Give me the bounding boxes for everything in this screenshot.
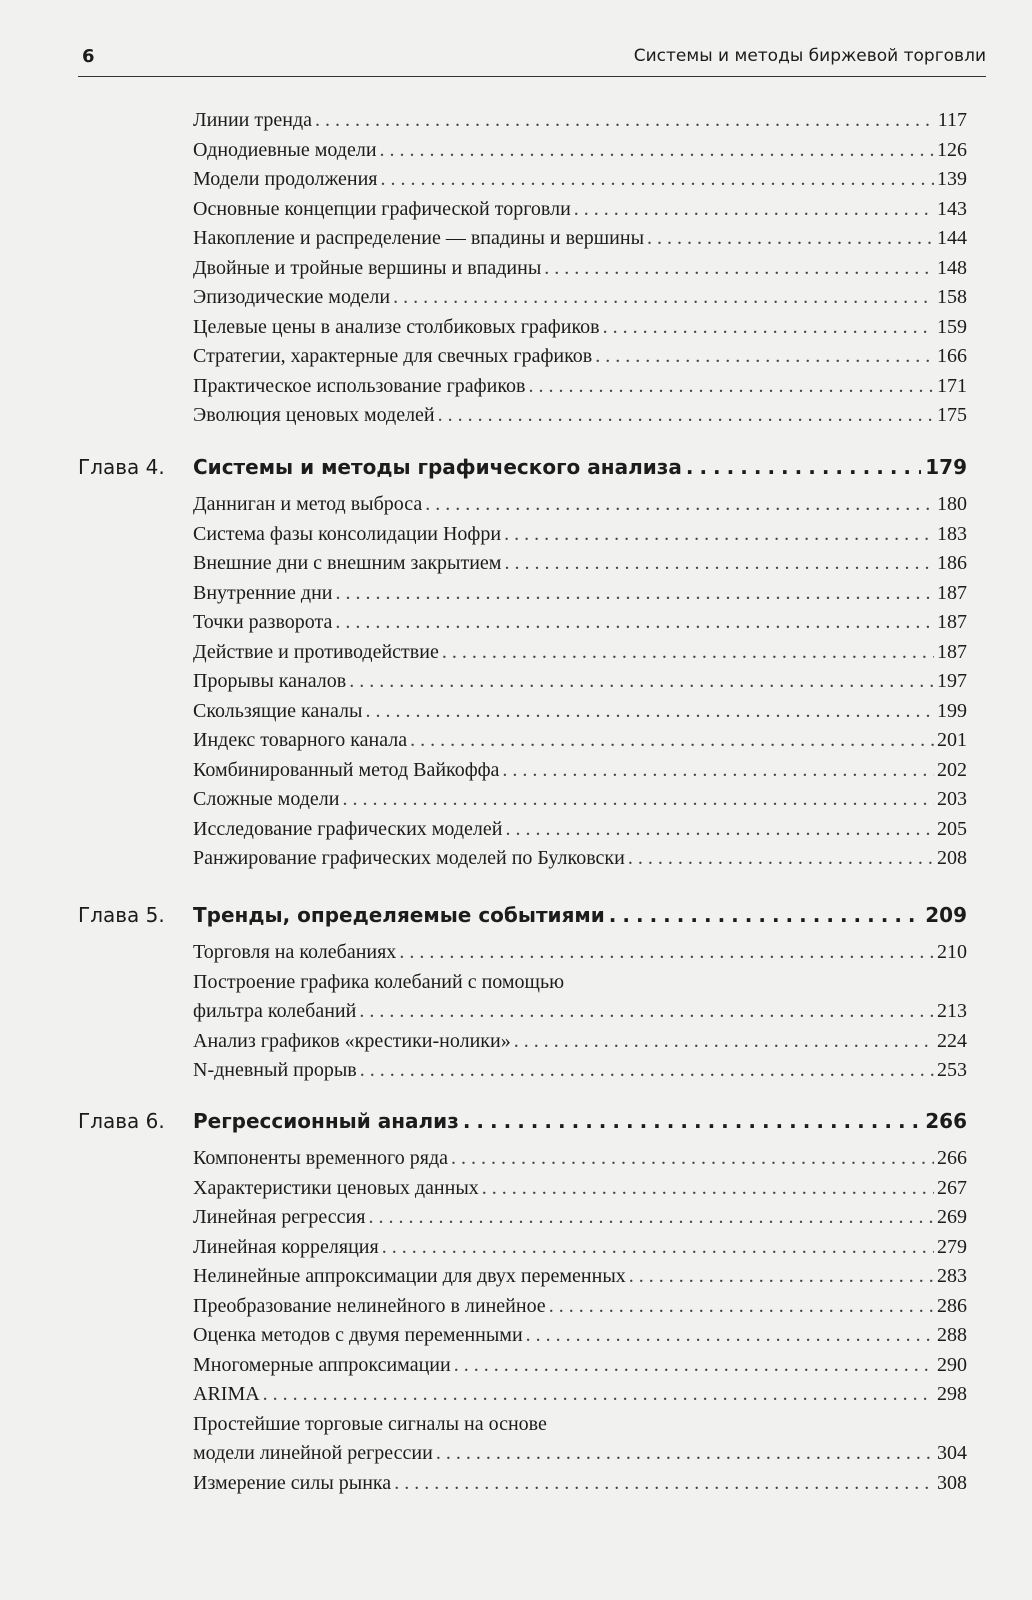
toc-entry	[193, 1321, 967, 1351]
entry-title: Эволюция ценовых моделей	[193, 404, 435, 426]
chapter-title: Тренды, определяемые событиями	[193, 903, 605, 927]
toc-entry	[193, 815, 967, 845]
toc-entry	[193, 638, 967, 668]
toc-entry	[193, 785, 967, 815]
dot-leader	[335, 579, 934, 609]
toc-entry	[193, 401, 967, 431]
entry-page: 187	[937, 581, 967, 604]
dot-leader	[595, 342, 934, 372]
toc-entry	[193, 520, 967, 550]
entry-page: 158	[937, 286, 967, 308]
dot-leader	[381, 165, 934, 195]
entry-title: Оценка методов с двумя переменными	[193, 1324, 523, 1346]
chapter-number: Глава 6.	[78, 1109, 165, 1133]
entry-title: Модели продолжения	[193, 168, 378, 190]
toc-entry	[193, 254, 967, 284]
toc-entry	[193, 195, 967, 225]
entry-title: Действие и противодействие	[193, 640, 439, 663]
chapter-page: 209	[925, 903, 967, 927]
entry-title: Линейная корреляция	[193, 1235, 379, 1258]
chapter-page: 179	[925, 455, 967, 479]
entry-page: 224	[937, 1029, 967, 1052]
entry-line2	[193, 997, 967, 1027]
entry-page: 148	[937, 256, 967, 279]
entry-title-continued: модели линейной регрессии	[193, 1442, 433, 1464]
toc-entry	[193, 1410, 967, 1469]
running-head	[78, 44, 986, 78]
entry-title: N-дневный прорыв	[193, 1059, 357, 1081]
entry-title: Торговля на колебаниях	[193, 941, 397, 963]
chapter-title: Регрессионный анализ	[193, 1109, 459, 1133]
toc-entry	[193, 283, 967, 313]
toc-entry	[193, 1027, 967, 1057]
dot-leader	[463, 1106, 921, 1136]
toc-entry	[193, 1056, 967, 1086]
toc-entry	[193, 1351, 967, 1381]
entry-title: Данниган и метод выброса	[193, 493, 423, 515]
entry-page: 180	[937, 493, 967, 515]
entry-page: 269	[937, 1206, 967, 1228]
entry-page: 171	[937, 374, 967, 397]
entry-title: ARIMA	[193, 1383, 260, 1405]
entry-page: 298	[937, 1383, 967, 1405]
chapter-heading	[78, 1106, 967, 1136]
entry-title: Многомерные аппроксимации	[193, 1353, 451, 1376]
toc-entry	[193, 165, 967, 195]
toc-entry	[193, 342, 967, 372]
page-number: 6	[82, 46, 95, 67]
entry-page: 117	[937, 109, 967, 131]
entry-title: Стратегии, характерные для свечных графиков	[193, 345, 593, 367]
entry-title: Компоненты временного ряда	[193, 1147, 448, 1169]
entry-page: 267	[937, 1176, 967, 1199]
dot-leader	[574, 195, 934, 225]
dot-leader	[438, 401, 934, 431]
entry-page: 126	[937, 138, 967, 161]
toc-entry	[193, 756, 967, 786]
dot-leader	[686, 452, 921, 482]
entry-page: 205	[937, 817, 967, 840]
entry-title: Система фазы консолидации Нофри	[193, 522, 502, 545]
dot-leader	[263, 1380, 934, 1410]
entry-page: 166	[937, 345, 967, 367]
toc-entry	[193, 490, 967, 520]
toc-entry	[193, 1380, 967, 1410]
toc-entry	[193, 136, 967, 166]
dot-leader	[410, 726, 934, 756]
dot-leader	[502, 756, 934, 786]
dot-leader	[382, 1233, 934, 1263]
entry-page: 199	[937, 699, 967, 722]
dot-leader	[603, 313, 934, 343]
dot-leader	[504, 520, 934, 550]
entry-page: 159	[937, 315, 967, 338]
toc-entry	[193, 1469, 967, 1499]
entry-title: Основные концепции графической торговли	[193, 197, 571, 220]
entry-page: 203	[937, 788, 967, 810]
entry-title: Сложные модели	[193, 788, 340, 810]
entry-title: Внутренние дни	[193, 581, 333, 604]
toc-entry	[193, 1292, 967, 1322]
entry-title: Точки разворота	[193, 611, 333, 633]
entry-title: Измерение силы рынка	[193, 1471, 392, 1494]
toc-entry	[193, 106, 967, 136]
dot-leader	[442, 638, 934, 668]
dot-leader	[359, 997, 934, 1027]
dot-leader	[399, 938, 934, 968]
toc-entry	[193, 579, 967, 609]
entry-title: Эпизодические модели	[193, 286, 391, 308]
toc-entry	[193, 608, 967, 638]
toc-entry	[193, 1144, 967, 1174]
dot-leader	[365, 697, 934, 727]
dot-leader	[425, 490, 934, 520]
dot-leader	[380, 136, 934, 166]
dot-leader	[342, 785, 934, 815]
entry-line2	[193, 1439, 967, 1469]
entry-page: 213	[937, 1000, 967, 1022]
entry-page: 279	[937, 1235, 967, 1258]
entry-page: 266	[937, 1147, 967, 1169]
entry-title: Линейная регрессия	[193, 1206, 366, 1228]
entry-page: 187	[937, 611, 967, 633]
entry-page: 202	[937, 758, 967, 781]
entry-title: Целевые цены в анализе столбиковых графиков	[193, 315, 600, 338]
dot-leader	[368, 1203, 934, 1233]
entry-title: Индекс товарного канала	[193, 729, 408, 751]
entry-page: 183	[937, 522, 967, 545]
dot-leader	[549, 1292, 934, 1322]
chapter-number: Глава 4.	[78, 455, 165, 479]
entry-page: 288	[937, 1324, 967, 1346]
entry-page: 304	[937, 1442, 967, 1464]
entry-title: Нелинейные аппроксимации для двух переменных	[193, 1265, 626, 1287]
toc-entry	[193, 726, 967, 756]
dot-leader	[609, 900, 921, 930]
toc-entry	[193, 549, 967, 579]
chapter-title: Системы и методы графического анализа	[193, 455, 682, 479]
dot-leader	[482, 1174, 934, 1204]
dot-leader	[505, 815, 934, 845]
entry-title: Характеристики ценовых данных	[193, 1176, 479, 1199]
entry-page: 197	[937, 670, 967, 692]
toc-entry	[193, 968, 967, 1027]
dot-leader	[504, 549, 934, 579]
entry-page: 139	[937, 168, 967, 190]
dot-leader	[526, 1321, 934, 1351]
dot-leader	[544, 254, 934, 284]
entry-title: Линии тренда	[193, 109, 312, 131]
entry-title: Построение графика колебаний с помощью	[193, 970, 565, 993]
entry-page: 201	[937, 729, 967, 751]
entry-title: Накопление и распределение — впадины и вершины	[193, 227, 645, 249]
entry-title: Однодиевные модели	[193, 138, 377, 161]
dot-leader	[315, 106, 935, 136]
toc-entry	[193, 1233, 967, 1263]
toc-entry	[193, 667, 967, 697]
dot-leader	[628, 844, 934, 874]
entry-page: 290	[937, 1353, 967, 1376]
entry-title: Прорывы каналов	[193, 670, 347, 692]
entry-page: 253	[937, 1059, 967, 1081]
entry-title: Двойные и тройные вершины и впадины	[193, 256, 542, 279]
entry-page: 144	[937, 227, 967, 249]
chapter-number: Глава 5.	[78, 903, 165, 927]
entry-title: Анализ графиков «крестики-нолики»	[193, 1029, 511, 1052]
entry-title: Преобразование нелинейного в линейное	[193, 1294, 546, 1317]
dot-leader	[360, 1056, 934, 1086]
entry-page: 308	[937, 1471, 967, 1494]
entry-title: Практическое использование графиков	[193, 374, 526, 397]
entry-title: Комбинированный метод Вайкоффа	[193, 758, 500, 781]
entry-title-continued: фильтра колебаний	[193, 1000, 357, 1022]
entry-page: 210	[937, 941, 967, 963]
header-rule	[78, 76, 986, 77]
toc-entry	[193, 1174, 967, 1204]
chapter-heading	[78, 900, 967, 930]
entry-title: Ранжирование графических моделей по Булковски	[193, 847, 625, 869]
dot-leader	[394, 1469, 934, 1499]
toc-entry	[193, 224, 967, 254]
entry-title: Скользящие каналы	[193, 699, 363, 722]
entry-page: 175	[937, 404, 967, 426]
toc-entry	[193, 938, 967, 968]
toc-entry	[193, 697, 967, 727]
dot-leader	[454, 1351, 934, 1381]
toc-entry	[193, 372, 967, 402]
entry-page: 283	[937, 1265, 967, 1287]
chapter-heading	[78, 452, 967, 482]
dot-leader	[335, 608, 934, 638]
toc-entry	[193, 313, 967, 343]
dot-leader	[514, 1027, 934, 1057]
entry-title: Простейшие торговые сигналы на основе	[193, 1412, 547, 1435]
entry-title: Исследование графических моделей	[193, 817, 503, 840]
entry-title: Внешние дни с внешним закрытием	[193, 552, 502, 574]
entry-page: 208	[937, 847, 967, 869]
toc-entry	[193, 1203, 967, 1233]
dot-leader	[629, 1262, 934, 1292]
toc-entry	[193, 844, 967, 874]
dot-leader	[647, 224, 934, 254]
dot-leader	[528, 372, 934, 402]
entry-page: 286	[937, 1294, 967, 1317]
toc-entry	[193, 1262, 967, 1292]
dot-leader	[436, 1439, 934, 1469]
dot-leader	[451, 1144, 934, 1174]
entry-page: 186	[937, 552, 967, 574]
dot-leader	[349, 667, 934, 697]
entry-page: 143	[937, 197, 967, 220]
entry-page: 187	[937, 640, 967, 663]
chapter-page: 266	[925, 1109, 967, 1133]
running-title: Системы и методы биржевой торговли	[633, 46, 986, 66]
dot-leader	[393, 283, 934, 313]
